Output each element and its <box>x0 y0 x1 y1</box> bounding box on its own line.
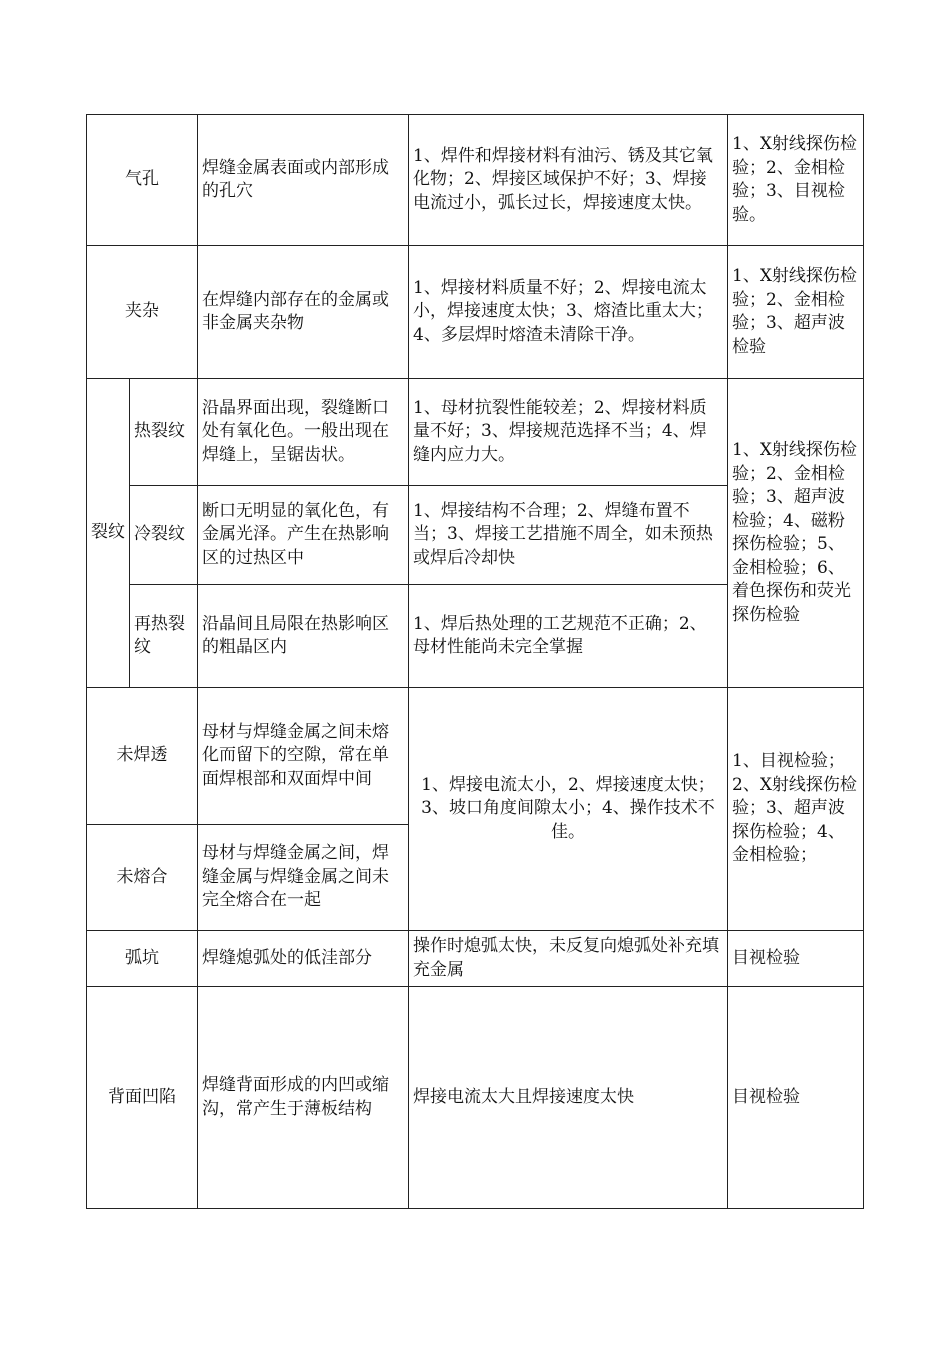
table-row <box>87 931 864 987</box>
table-row <box>87 379 864 486</box>
table-row <box>87 987 864 1209</box>
defect-causes: 1、焊接电流太小，2、焊接速度太快；3、坡口角度间隙太小；4、操作技术不佳。 <box>409 688 728 931</box>
defect-inspection: 1、X射线探伤检验；2、金相检验；3、目视检验。 <box>728 115 864 246</box>
defect-causes: 操作时熄弧太快，未反复向熄弧处补充填充金属 <box>409 931 728 987</box>
defect-causes: 1、焊接材料质量不好；2、焊接电流太小，焊接速度太快；3、熔渣比重太大；4、多层焊时熔渣未清除干净。 <box>409 246 728 379</box>
defect-description: 断口无明显的氧化色，有金属光泽。产生在热影响区的过热区中 <box>198 486 409 585</box>
table-row <box>87 688 864 825</box>
defect-causes: 1、焊接结构不合理；2、焊缝布置不当；3、焊接工艺措施不周全，如未预热或焊后冷却快 <box>409 486 728 585</box>
defect-description: 焊缝金属表面或内部形成的孔穴 <box>198 115 409 246</box>
defect-inspection: 目视检验 <box>728 987 864 1209</box>
table-row <box>87 115 864 246</box>
defect-description: 焊缝背面形成的内凹或缩沟，常产生于薄板结构 <box>198 987 409 1209</box>
defect-group-name: 裂纹 <box>87 379 130 688</box>
defect-inspection: 1、X射线探伤检验；2、金相检验；3、超声波检验；4、磁粉探伤检验；5、金相检验；6、着色探伤和荧光探伤检验 <box>728 379 864 688</box>
defect-description: 母材与焊缝金属之间未熔化而留下的空隙，常在单面焊根部和双面焊中间 <box>198 688 409 825</box>
defect-name: 背面凹陷 <box>87 987 198 1209</box>
defect-subtype-name: 再热裂纹 <box>130 585 198 688</box>
defect-subtype-name: 冷裂纹 <box>130 486 198 585</box>
defect-inspection: 1、目视检验；2、X射线探伤检验；3、超声波探伤检验；4、金相检验； <box>728 688 864 931</box>
defect-description: 沿晶界面出现，裂缝断口处有氧化色。一般出现在焊缝上，呈锯齿状。 <box>198 379 409 486</box>
table-row <box>87 246 864 379</box>
defect-description: 焊缝熄弧处的低洼部分 <box>198 931 409 987</box>
defect-inspection: 1、X射线探伤检验；2、金相检验；3、超声波检验 <box>728 246 864 379</box>
defect-subtype-name: 热裂纹 <box>130 379 198 486</box>
defect-causes: 1、母材抗裂性能较差；2、焊接材料质量不好；3、焊接规范选择不当；4、焊缝内应力大。 <box>409 379 728 486</box>
defect-name: 弧坑 <box>87 931 198 987</box>
defect-causes: 1、焊件和焊接材料有油污、锈及其它氧化物；2、焊接区域保护不好；3、焊接电流过小，弧长过长，焊接速度太快。 <box>409 115 728 246</box>
defect-description: 沿晶间且局限在热影响区的粗晶区内 <box>198 585 409 688</box>
defect-name: 夹杂 <box>87 246 198 379</box>
weld-defects-table <box>86 114 864 1209</box>
defect-description: 在焊缝内部存在的金属或非金属夹杂物 <box>198 246 409 379</box>
defect-description: 母材与焊缝金属之间，焊缝金属与焊缝金属之间未完全熔合在一起 <box>198 825 409 931</box>
defect-name: 气孔 <box>87 115 198 246</box>
defect-inspection: 目视检验 <box>728 931 864 987</box>
defect-causes: 焊接电流太大且焊接速度太快 <box>409 987 728 1209</box>
defect-name: 未熔合 <box>87 825 198 931</box>
defect-name: 未焊透 <box>87 688 198 825</box>
defect-causes: 1、焊后热处理的工艺规范不正确；2、母材性能尚未完全掌握 <box>409 585 728 688</box>
